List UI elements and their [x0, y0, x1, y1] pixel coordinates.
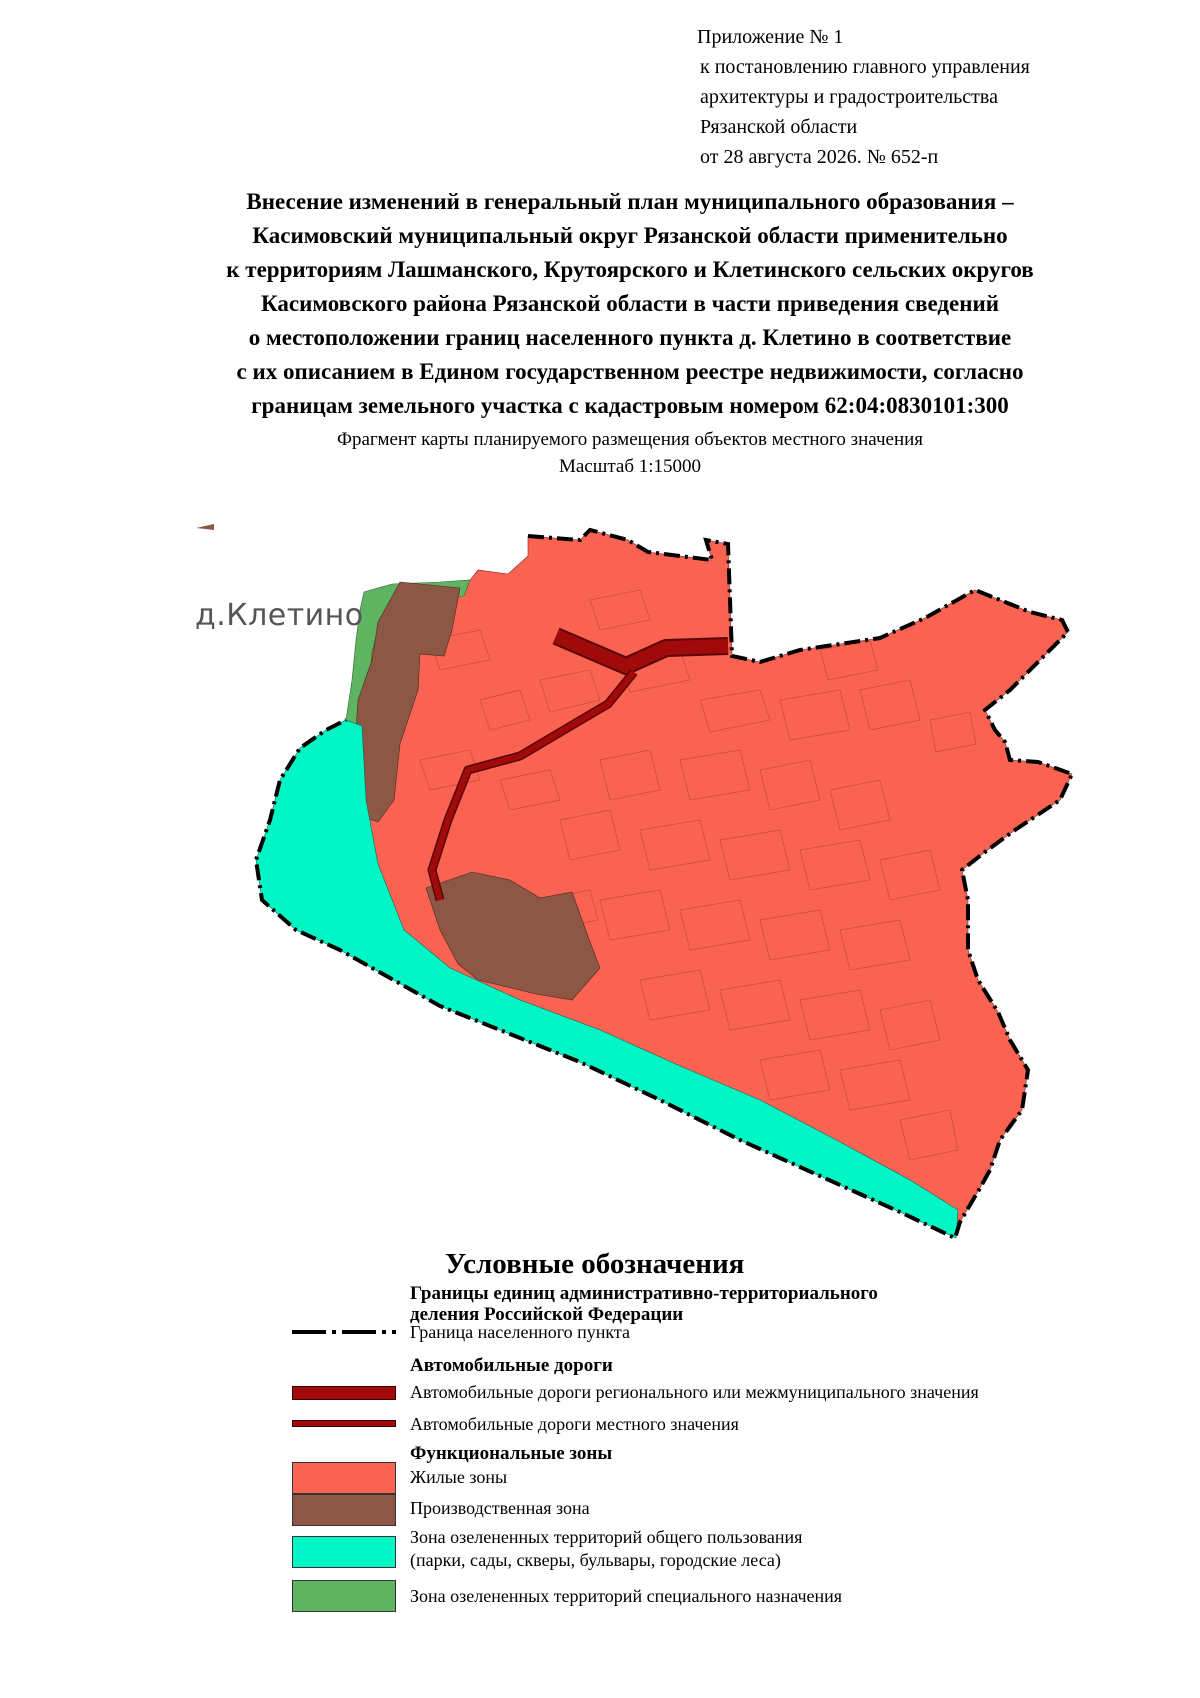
- map-fragment-mark: [196, 524, 214, 530]
- legend-heading-line: деления Российской Федерации: [410, 1304, 684, 1325]
- document-title: [60, 185, 1200, 423]
- legend-road-regional: Автомобильные дороги регионального или межмуниципального значения: [410, 1382, 979, 1402]
- legend-settlement-boundary: Граница населенного пункта: [410, 1322, 630, 1342]
- appendix-block: [697, 22, 1160, 172]
- legend-residential-swatch: [292, 1462, 396, 1494]
- legend-zone-industrial: Производственная зона: [410, 1498, 590, 1518]
- legend-zone-green-special: Зона озелененных территорий специального назначения: [410, 1586, 843, 1606]
- legend-title: Условные обозначения: [445, 1248, 745, 1280]
- legend-road-local-sample: [292, 1420, 396, 1427]
- legend-heading-zones: Функциональные зоны: [410, 1443, 613, 1464]
- legend-industrial-swatch: [292, 1494, 396, 1526]
- title-line: с их описанием в Едином государственном реестре недвижимости, согласно: [236, 359, 1024, 384]
- appendix-line: архитектуры и градостроительства: [700, 86, 998, 108]
- legend-zone-residential: Жилые зоны: [410, 1467, 508, 1487]
- map-subtitle: [60, 426, 1200, 480]
- legend-zone-green-public-line: (парки, сады, скверы, бульвары, городские леса): [410, 1550, 781, 1570]
- village-label: д.Клетино: [195, 598, 364, 633]
- title-line: Внесение изменений в генеральный план муниципального образования –: [246, 189, 1014, 214]
- scale-label: Масштаб 1:15000: [558, 456, 702, 477]
- map-canvas: [0, 500, 1200, 1260]
- title-line: Касимовский муниципальный округ Рязанской области применительно: [252, 223, 1008, 248]
- legend-green-special-swatch: [292, 1580, 396, 1612]
- appendix-line: от 28 августа 2026. № 652-п: [700, 146, 939, 168]
- legend-heading-boundaries: [410, 1283, 878, 1325]
- appendix-line: Рязанской области: [700, 116, 858, 138]
- legend-heading-line: Границы единиц административно-территориального: [410, 1283, 878, 1304]
- legend-zone-green-public-line: Зона озелененных территорий общего пользования: [410, 1527, 803, 1547]
- legend-heading-roads: Автомобильные дороги: [410, 1355, 613, 1376]
- title-line: о местоположении границ населенного пункта д. Клетино в соответствие: [248, 325, 1012, 350]
- legend-zone-green-public: [410, 1526, 802, 1572]
- title-line: Касимовского района Рязанской области в части приведения сведений: [261, 291, 999, 316]
- legend-boundary-sample: [292, 1326, 396, 1338]
- appendix-line: Приложение № 1: [697, 26, 844, 48]
- legend-road-regional-sample: [292, 1386, 396, 1400]
- appendix-line: к постановлению главного управления: [700, 56, 1030, 78]
- legend-green-public-swatch: [292, 1536, 396, 1568]
- title-line: границам земельного участка с кадастровым номером 62:04:0830101:300: [251, 393, 1009, 418]
- title-line: к территориям Лашманского, Крутоярского и Клетинского сельских округов: [226, 257, 1034, 282]
- subtitle-line: Фрагмент карты планируемого размещения объектов местного значения: [336, 429, 924, 450]
- legend-road-local: Автомобильные дороги местного значения: [410, 1414, 739, 1434]
